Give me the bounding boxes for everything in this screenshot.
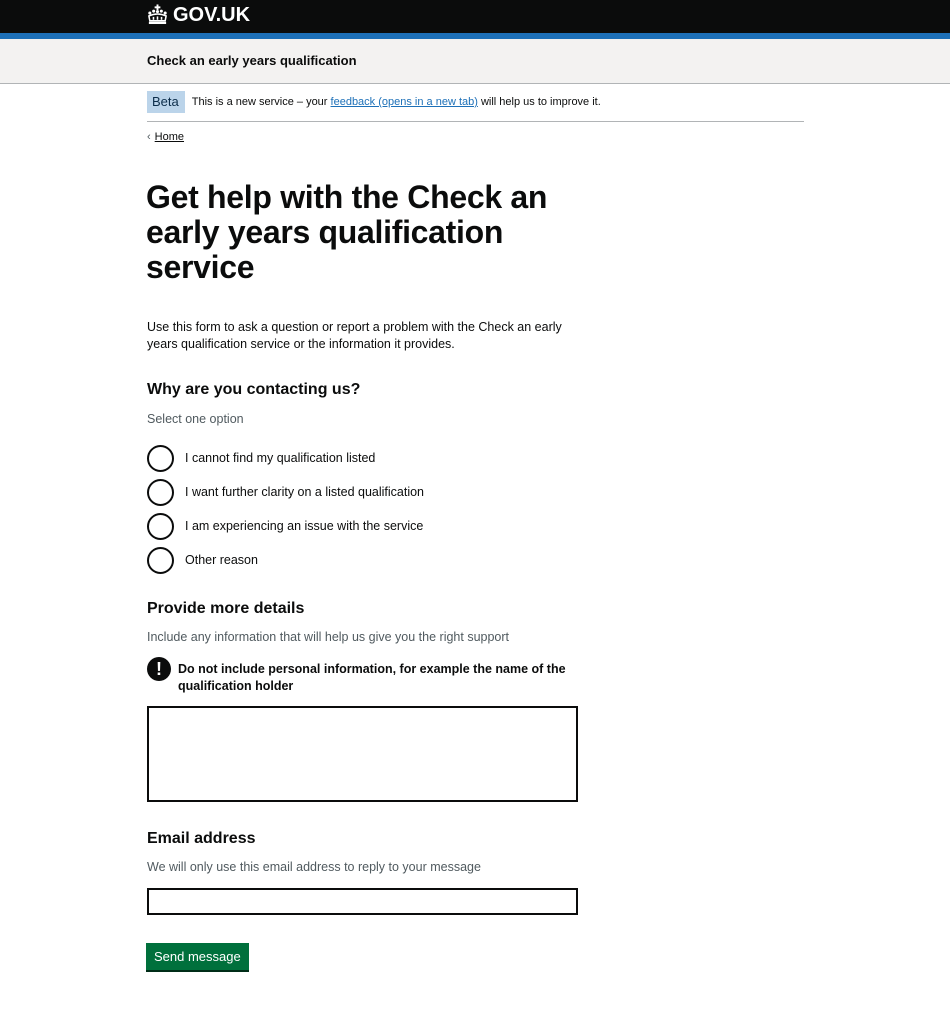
service-navigation	[0, 39, 950, 84]
breadcrumb	[147, 131, 184, 143]
crown-icon	[146, 4, 169, 26]
phase-banner	[147, 91, 804, 122]
radio-option-other-reason[interactable]	[147, 543, 424, 577]
page-title: Get help with the Check an early years qualification service	[146, 179, 548, 285]
govuk-logo-text: GOV.UK	[173, 3, 251, 26]
details-hint: Include any information that will help us give you the right support	[147, 630, 510, 644]
radio-label[interactable]: Other reason	[185, 553, 258, 567]
chevron-left-icon: ‹	[147, 131, 151, 143]
feedback-link[interactable]: feedback (opens in a new tab)	[330, 96, 478, 108]
details-textarea[interactable]	[147, 706, 578, 802]
phase-banner-text	[192, 91, 601, 113]
service-name-link[interactable]: Check an early years qualification	[147, 53, 357, 68]
send-message-button[interactable]: Send message	[146, 943, 249, 970]
phase-text-after: will help us to improve it.	[477, 96, 601, 108]
reason-radio-group	[147, 441, 424, 577]
govuk-header	[0, 0, 950, 33]
govuk-logo-link[interactable]	[146, 2, 250, 28]
warning-message: Do not include personal information, for example the name of the qualification holder	[178, 662, 566, 693]
radio-option-service-issue[interactable]	[147, 509, 424, 543]
radio-button[interactable]	[147, 547, 174, 574]
reason-heading: Why are you contacting us?	[147, 381, 361, 398]
radio-button[interactable]	[147, 445, 174, 472]
intro-text: Use this form to ask a question or report a problem with the Check an early years qualification service or the information it provides.	[147, 320, 562, 351]
radio-label[interactable]: I cannot find my qualification listed	[185, 451, 376, 465]
reason-hint: Select one option	[147, 412, 244, 426]
phase-text-before: This is a new service – your	[191, 96, 331, 108]
email-heading: Email address	[147, 830, 256, 847]
beta-tag: Beta	[147, 91, 185, 113]
warning-icon: !	[147, 657, 171, 681]
radio-label[interactable]: I want further clarity on a listed qualification	[185, 485, 425, 499]
breadcrumb-home-link[interactable]: Home	[154, 131, 185, 143]
radio-label[interactable]: I am experiencing an issue with the service	[185, 519, 424, 533]
radio-option-cannot-find[interactable]	[147, 441, 424, 475]
email-input[interactable]	[147, 888, 578, 915]
radio-option-further-clarity[interactable]	[147, 475, 424, 509]
email-hint: We will only use this email address to reply to your message	[147, 860, 481, 874]
details-heading: Provide more details	[147, 600, 305, 617]
radio-button[interactable]	[147, 479, 174, 506]
warning-text	[147, 657, 577, 695]
radio-button[interactable]	[147, 513, 174, 540]
